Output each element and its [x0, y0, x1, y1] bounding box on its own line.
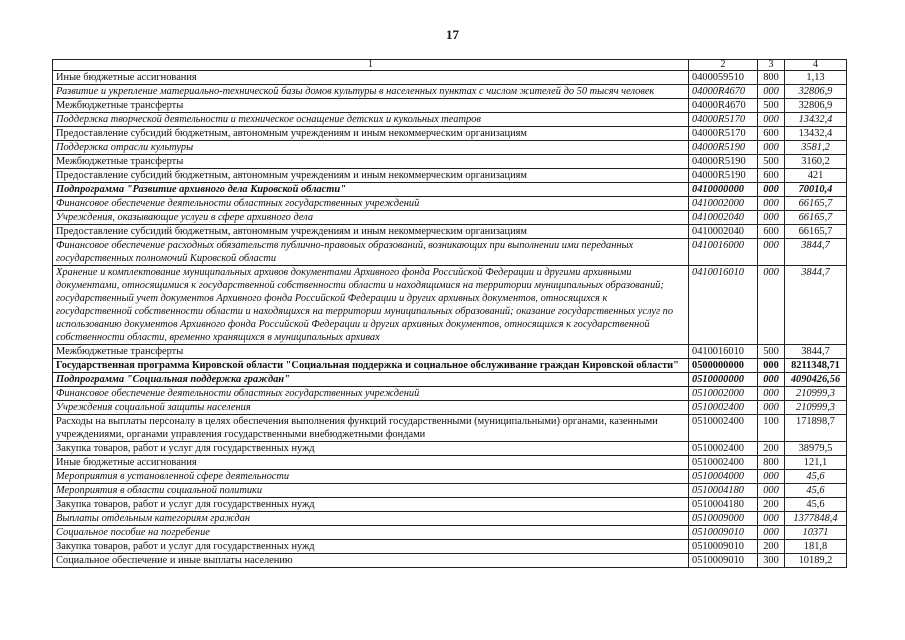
- table-row: [53, 71, 847, 85]
- row-code-cell: 0510004180: [689, 498, 758, 512]
- row-name-cell: Социальное пособие на погребение: [53, 526, 689, 540]
- row-code-cell: 0410016010: [689, 345, 758, 359]
- row-code-cell: 04000R5170: [689, 127, 758, 141]
- row-amount-cell: 10371: [785, 526, 847, 540]
- row-amount-cell: 32806,9: [785, 85, 847, 99]
- table-row: [53, 183, 847, 197]
- row-code-cell: 0410016010: [689, 266, 758, 345]
- table-row: [53, 373, 847, 387]
- row-amount-cell: 4090426,56: [785, 373, 847, 387]
- row-code-cell: 0510004000: [689, 470, 758, 484]
- row-name-cell: Иные бюджетные ассигнования: [53, 71, 689, 85]
- row-amount-cell: 45,6: [785, 470, 847, 484]
- row-code-cell: 0410002040: [689, 225, 758, 239]
- row-name-cell: Предоставление субсидий бюджетным, автономным учреждениям и иным некоммерческим организациям: [53, 225, 689, 239]
- row-name-cell: Финансовое обеспечение расходных обязательств публично-правовых образований, возникающих при выполнении ими переданных государственных полномочий Кировской области: [53, 239, 689, 266]
- row-code-cell: 04000R4670: [689, 99, 758, 113]
- table-row: [53, 113, 847, 127]
- row-type-cell: 000: [758, 266, 785, 345]
- row-type-cell: 000: [758, 401, 785, 415]
- row-code-cell: 04000R5190: [689, 141, 758, 155]
- row-type-cell: 000: [758, 484, 785, 498]
- row-code-cell: 0510009010: [689, 526, 758, 540]
- table-row: [53, 484, 847, 498]
- row-name-cell: Поддержка творческой деятельности и техническое оснащение детских и кукольных театров: [53, 113, 689, 127]
- table-row: [53, 239, 847, 266]
- row-name-cell: Развитие и укрепление материально-технической базы домов культуры в населенных пунктах с числом жителей до 50 тысяч человек: [53, 85, 689, 99]
- table-row: [53, 345, 847, 359]
- header-col-2: 2: [689, 60, 758, 71]
- row-type-cell: 500: [758, 155, 785, 169]
- row-amount-cell: 3581,2: [785, 141, 847, 155]
- row-name-cell: Расходы на выплаты персоналу в целях обеспечения выполнения функций государственными (муниципальными) органами, казенными учреждениями, органами управления государственными внебюджетными фондами: [53, 415, 689, 442]
- row-code-cell: 0510002400: [689, 456, 758, 470]
- row-amount-cell: 13432,4: [785, 113, 847, 127]
- table-row: [53, 169, 847, 183]
- row-name-cell: Финансовое обеспечение деятельности областных государственных учреждений: [53, 387, 689, 401]
- row-name-cell: Межбюджетные трансферты: [53, 99, 689, 113]
- budget-table: [52, 59, 847, 568]
- row-code-cell: 04000R5190: [689, 169, 758, 183]
- row-type-cell: 000: [758, 183, 785, 197]
- row-name-cell: Межбюджетные трансферты: [53, 155, 689, 169]
- table-row: [53, 266, 847, 345]
- row-amount-cell: 66165,7: [785, 225, 847, 239]
- row-name-cell: Предоставление субсидий бюджетным, автономным учреждениям и иным некоммерческим организациям: [53, 127, 689, 141]
- table-row: [53, 526, 847, 540]
- row-amount-cell: 210999,3: [785, 387, 847, 401]
- row-type-cell: 200: [758, 498, 785, 512]
- row-name-cell: Мероприятия в установленной сфере деятельности: [53, 470, 689, 484]
- table-row: [53, 401, 847, 415]
- row-code-cell: 0510002400: [689, 442, 758, 456]
- row-amount-cell: 38979,5: [785, 442, 847, 456]
- table-row: [53, 442, 847, 456]
- row-code-cell: 0510009010: [689, 554, 758, 568]
- row-amount-cell: 1377848,4: [785, 512, 847, 526]
- row-amount-cell: 421: [785, 169, 847, 183]
- row-name-cell: Хранение и комплектование муниципальных архивов документами Архивного фонда Российской Федерации и другими архивными документами, относящимися к государственной собственности области и находящимися на территории муниципальных образований; государственный учет документов Архивного фонда Российской Федерации и других архивных документов, относящихся к государственной собственности области и находящихся на территории муниципальных образований; оказание государственных услуг по использованию документов Архивного фонда Российской Федерации и других архивных документов, относящихся к государственной собственности области, временно хранящихся в муниципальных архивах: [53, 266, 689, 345]
- row-amount-cell: 66165,7: [785, 211, 847, 225]
- row-name-cell: Подпрограмма "Социальная поддержка граждан": [53, 373, 689, 387]
- row-type-cell: 100: [758, 415, 785, 442]
- row-name-cell: Финансовое обеспечение деятельности областных государственных учреждений: [53, 197, 689, 211]
- row-amount-cell: 3844,7: [785, 266, 847, 345]
- row-type-cell: 000: [758, 512, 785, 526]
- row-type-cell: 300: [758, 554, 785, 568]
- row-amount-cell: 3844,7: [785, 345, 847, 359]
- row-name-cell: Предоставление субсидий бюджетным, автономным учреждениям и иным некоммерческим организациям: [53, 169, 689, 183]
- row-name-cell: Государственная программа Кировской области "Социальная поддержка и социальное обслуживание граждан Кировской области": [53, 359, 689, 373]
- header-col-1: 1: [53, 60, 689, 71]
- row-amount-cell: 13432,4: [785, 127, 847, 141]
- row-amount-cell: 8211348,71: [785, 359, 847, 373]
- row-type-cell: 200: [758, 540, 785, 554]
- row-type-cell: 000: [758, 197, 785, 211]
- row-code-cell: 0410002000: [689, 197, 758, 211]
- row-code-cell: 0510009000: [689, 512, 758, 526]
- table-row: [53, 415, 847, 442]
- row-name-cell: Социальное обеспечение и иные выплаты населению: [53, 554, 689, 568]
- row-type-cell: 000: [758, 141, 785, 155]
- page-number: 17: [446, 27, 459, 42]
- row-name-cell: Выплаты отдельным категориям граждан: [53, 512, 689, 526]
- row-code-cell: 04000R5170: [689, 113, 758, 127]
- row-code-cell: 0410000000: [689, 183, 758, 197]
- row-name-cell: Закупка товаров, работ и услуг для государственных нужд: [53, 442, 689, 456]
- row-name-cell: Закупка товаров, работ и услуг для государственных нужд: [53, 540, 689, 554]
- row-type-cell: 200: [758, 442, 785, 456]
- table-row: [53, 155, 847, 169]
- row-type-cell: 600: [758, 225, 785, 239]
- row-type-cell: 000: [758, 470, 785, 484]
- table-row: [53, 211, 847, 225]
- row-type-cell: 000: [758, 211, 785, 225]
- row-name-cell: Межбюджетные трансферты: [53, 345, 689, 359]
- row-type-cell: 000: [758, 113, 785, 127]
- row-type-cell: 000: [758, 239, 785, 266]
- row-amount-cell: 171898,7: [785, 415, 847, 442]
- row-code-cell: 0410016000: [689, 239, 758, 266]
- row-code-cell: 0510002400: [689, 401, 758, 415]
- table-row: [53, 498, 847, 512]
- table-row: [53, 197, 847, 211]
- row-amount-cell: 210999,3: [785, 401, 847, 415]
- row-type-cell: 000: [758, 526, 785, 540]
- row-name-cell: Поддержка отрасли культуры: [53, 141, 689, 155]
- row-type-cell: 600: [758, 169, 785, 183]
- row-code-cell: 0510002000: [689, 387, 758, 401]
- table-row: [53, 387, 847, 401]
- row-type-cell: 800: [758, 71, 785, 85]
- table-header-row: [53, 60, 847, 71]
- row-code-cell: 0510000000: [689, 373, 758, 387]
- row-name-cell: Учреждения, оказывающие услуги в сфере архивного дела: [53, 211, 689, 225]
- row-amount-cell: 45,6: [785, 484, 847, 498]
- table-row: [53, 225, 847, 239]
- row-code-cell: 0510009010: [689, 540, 758, 554]
- header-col-4: 4: [785, 60, 847, 71]
- row-type-cell: 000: [758, 359, 785, 373]
- row-type-cell: 500: [758, 99, 785, 113]
- header-col-3: 3: [758, 60, 785, 71]
- table-row: [53, 99, 847, 113]
- row-type-cell: 000: [758, 85, 785, 99]
- row-type-cell: 500: [758, 345, 785, 359]
- row-amount-cell: 3160,2: [785, 155, 847, 169]
- row-type-cell: 800: [758, 456, 785, 470]
- row-amount-cell: 181,8: [785, 540, 847, 554]
- table-row: [53, 540, 847, 554]
- row-name-cell: Иные бюджетные ассигнования: [53, 456, 689, 470]
- row-code-cell: 0410002040: [689, 211, 758, 225]
- row-amount-cell: 32806,9: [785, 99, 847, 113]
- row-code-cell: 04000R4670: [689, 85, 758, 99]
- table-row: [53, 456, 847, 470]
- row-code-cell: 0500000000: [689, 359, 758, 373]
- row-type-cell: 000: [758, 387, 785, 401]
- row-name-cell: Мероприятия в области социальной политики: [53, 484, 689, 498]
- table-row: [53, 470, 847, 484]
- row-name-cell: Закупка товаров, работ и услуг для государственных нужд: [53, 498, 689, 512]
- row-amount-cell: 10189,2: [785, 554, 847, 568]
- table-row: [53, 554, 847, 568]
- row-code-cell: 04000R5190: [689, 155, 758, 169]
- row-code-cell: 0510004180: [689, 484, 758, 498]
- row-code-cell: 0400059510: [689, 71, 758, 85]
- row-amount-cell: 3844,7: [785, 239, 847, 266]
- row-type-cell: 600: [758, 127, 785, 141]
- row-amount-cell: 45,6: [785, 498, 847, 512]
- row-amount-cell: 70010,4: [785, 183, 847, 197]
- row-amount-cell: 121,1: [785, 456, 847, 470]
- table-row: [53, 141, 847, 155]
- row-amount-cell: 66165,7: [785, 197, 847, 211]
- row-type-cell: 000: [758, 373, 785, 387]
- row-name-cell: Учреждения социальной защиты населения: [53, 401, 689, 415]
- row-name-cell: Подпрограмма "Развитие архивного дела Кировской области": [53, 183, 689, 197]
- table-row: [53, 127, 847, 141]
- row-code-cell: 0510002400: [689, 415, 758, 442]
- table-row: [53, 512, 847, 526]
- table-row: [53, 359, 847, 373]
- row-amount-cell: 1,13: [785, 71, 847, 85]
- table-row: [53, 85, 847, 99]
